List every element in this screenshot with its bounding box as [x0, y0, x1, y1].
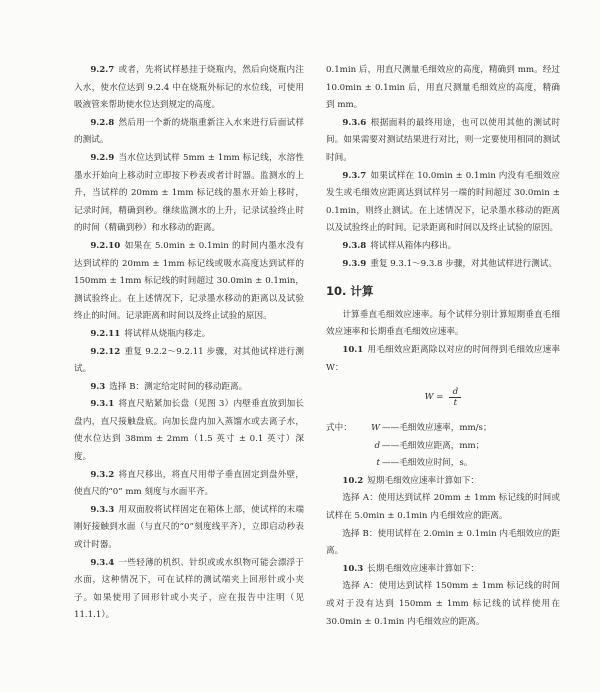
paragraph-text: 重复 9.2.2～9.2.11 步骤，对其他试样进行测试。 — [74, 346, 305, 375]
paragraph-text: 如果在 5.0min ± 0.1min 的时间内墨水没有达到试样的 20mm ± 1mm 标记线或吸水高度达到试样的 150mm ± 1mm 标记线的时间超过 30.0min ± 0.1min，测试验终止。在上述情况下，记录墨水移动的距离以及试验终止的时间。记录距离和时间以及终止试验的原因。 — [74, 240, 305, 322]
paragraph — [326, 256, 560, 274]
paragraph-text: 一些轻薄的机织、针织或或水织物可能会漂浮于水面，这种情况下，可在试样的测试端夹上回形针或小夹子。如果使用了回形针或小夹子，应在报告中注明（见 11.1.1）。 — [74, 557, 305, 621]
paragraph — [326, 238, 560, 256]
paragraph — [74, 115, 304, 150]
paragraph — [74, 467, 304, 502]
formula-lhs: W = — [424, 391, 444, 402]
paragraph — [326, 490, 560, 525]
clause-number: 9.3.2 — [90, 469, 115, 480]
clause-number: 9.2.11 — [90, 328, 121, 339]
definition-row — [326, 455, 560, 473]
paragraph — [74, 379, 304, 397]
clause-number: 9.2.12 — [90, 346, 121, 357]
paragraph — [326, 561, 560, 579]
definition-lead: 式中： — [326, 423, 352, 434]
paragraph — [326, 168, 560, 238]
paragraph-text: 计算垂直毛细效应速率。每个试样分别计算短期垂直毛细效应速率和长期垂直毛细效应速率。 — [326, 309, 560, 338]
clause-number: 10.2 — [342, 475, 364, 486]
paragraph — [326, 342, 560, 377]
section-heading: 10. 计算 — [326, 284, 374, 299]
definition-meaning: ——毛细效应速率，mm/s； — [382, 423, 492, 434]
clause-number: 9.2.9 — [90, 152, 115, 163]
paragraph — [74, 326, 304, 344]
paragraph-text: 用毛细效应距离除以对应的时间得到毛细效应速率 W： — [326, 344, 560, 373]
paragraph-text: 将直尺贴紧加长盘（见图 3）内壁垂直放到加长盘内，直尺接触盘底。向加长盘内加入蒸馏水或去离子水，使水位达到 38mm ± 2mm（1.5 英寸 ± 0.1 英寸）深度。 — [74, 399, 305, 463]
paragraph-text: 选择 A：使用达到试样 20mm ± 1mm 标记线的时间或试样在 5.0min ± 0.1min 内毛细效应的距离。 — [326, 493, 560, 522]
paragraph-text: 0.1min 后，用直尺测量毛细效应的高度，精确到 mm。经过 10.0min ± 0.1min 后，用直尺测量毛细效应的高度，精确到 mm。 — [326, 65, 560, 111]
paragraph — [74, 502, 304, 555]
paragraph-text: 将试样从烧瓶内移走。 — [124, 328, 211, 339]
clause-number: 9.3.9 — [342, 258, 367, 269]
clause-number: 9.2.7 — [90, 65, 115, 75]
paragraph-text: 将直尺移出，将直尺用带子垂直固定到盘外壁，使直尺的“0” mm 刻度与水面平齐。 — [74, 469, 305, 498]
paragraph-text: 选择 A：使用达到试样 150mm ± 1mm 标记线的时间或对于没有达到 150mm ± 1mm 标记线的试样使用在 30.0min ± 0.1min 内毛细效应的距离。 — [326, 581, 560, 627]
definition-lead — [326, 455, 362, 473]
clause-number: 9.2.8 — [90, 117, 115, 128]
paragraph-text: 将试样从箱体内移出。 — [370, 240, 457, 251]
definition-symbol: d — [374, 440, 381, 451]
paragraph — [74, 150, 304, 238]
clause-number: 9.3.8 — [342, 240, 367, 251]
clause-number: 9.3.1 — [90, 399, 115, 410]
clause-number: 10.3 — [342, 563, 364, 574]
paragraph-text: 根据面料的最终用途，也可以使用其他的测试时间。如果需要对测试结果进行对比，则一定要使用相同的测试时间。 — [326, 117, 560, 163]
definition-row — [326, 420, 560, 438]
clause-number: 9.3 — [90, 381, 106, 392]
definition-symbol: W — [371, 423, 381, 434]
paragraph-text: 选择 B：使用试样在 2.0min ± 0.1min 内毛细效应的距离。 — [326, 528, 560, 557]
paragraph — [74, 62, 304, 115]
clause-number: 9.2.10 — [90, 240, 121, 251]
symbol-definitions — [326, 420, 560, 473]
clause-number: 10.1 — [342, 344, 364, 355]
paragraph-text: 用双面胶将试样固定在箱体上部，使试样的末端刚好接触到水面（与直尺的“0”刻度线平齐），立即启动秒表或计时器。 — [74, 504, 305, 551]
paragraph-text: 当水位达到试样 5mm ± 1mm 标记线，水溶性墨水开始向上移动时立即按下秒表或者计时器。监测水的上升，当试样的 20mm ± 1mm 标记线的墨水开始上移时，记录时间，精确到秒。继续监测水的上升，记录试验终止时的时间（精确到秒）和水移动的距离。 — [74, 152, 305, 234]
clause-number: 9.3.7 — [342, 170, 367, 181]
definition-row — [326, 438, 560, 456]
paragraph — [326, 62, 560, 115]
paragraph — [326, 115, 560, 168]
paragraph-text: 如果试样在 10.0min ± 0.1min 内没有毛细效应发生或毛细效应距离达到试样另一端的时间超过 30.0min ± 0.1min，则终止测试。在上述情况下，记录墨水移动的距离以及试验终止的时间。记录距离和时间以及终止试验的原因。 — [326, 170, 560, 234]
rate-formula — [326, 387, 560, 408]
paragraph-text: 长期毛细效应速率计算如下： — [367, 563, 480, 574]
paragraph — [74, 396, 304, 466]
paragraph — [74, 344, 304, 379]
paragraph-text: 然后用一个新的烧瓶重新注入水来进行后面试样的测试。 — [74, 117, 305, 146]
definition-meaning: ——毛细效应距离，mm； — [382, 440, 485, 451]
clause-number: 9.3.6 — [342, 117, 367, 128]
formula-numerator: d — [452, 387, 459, 398]
definition-meaning: ——毛细效应时间，s。 — [382, 458, 473, 469]
paragraph — [326, 578, 560, 631]
formula-denominator: t — [453, 398, 458, 409]
right-column — [326, 62, 560, 672]
paragraph — [74, 238, 304, 326]
formula-fraction — [449, 387, 461, 408]
paragraph-text: 选择 B：测定给定时间的移动距离。 — [109, 381, 248, 392]
paragraph-text: 重复 9.3.1～9.3.8 步骤，对其他试样进行测试。 — [370, 258, 557, 269]
paragraph-text: 或者，先将试样悬挂于烧瓶内，然后向烧瓶内注入水，使水位达到 9.2.4 中在烧瓶外标记的水位线，可使用吸液管来帮助使水位达到规定的高度。 — [74, 65, 305, 111]
paragraph — [326, 307, 560, 342]
paragraph — [74, 555, 304, 625]
paragraph — [326, 473, 560, 491]
paragraph — [326, 526, 560, 561]
left-column — [74, 62, 304, 672]
clause-number: 9.3.3 — [90, 504, 115, 515]
definition-symbol: t — [376, 458, 381, 469]
definition-lead — [326, 438, 362, 456]
clause-number: 9.3.4 — [90, 557, 115, 568]
paragraph-text: 短期毛细效应速率计算如下： — [367, 475, 480, 486]
